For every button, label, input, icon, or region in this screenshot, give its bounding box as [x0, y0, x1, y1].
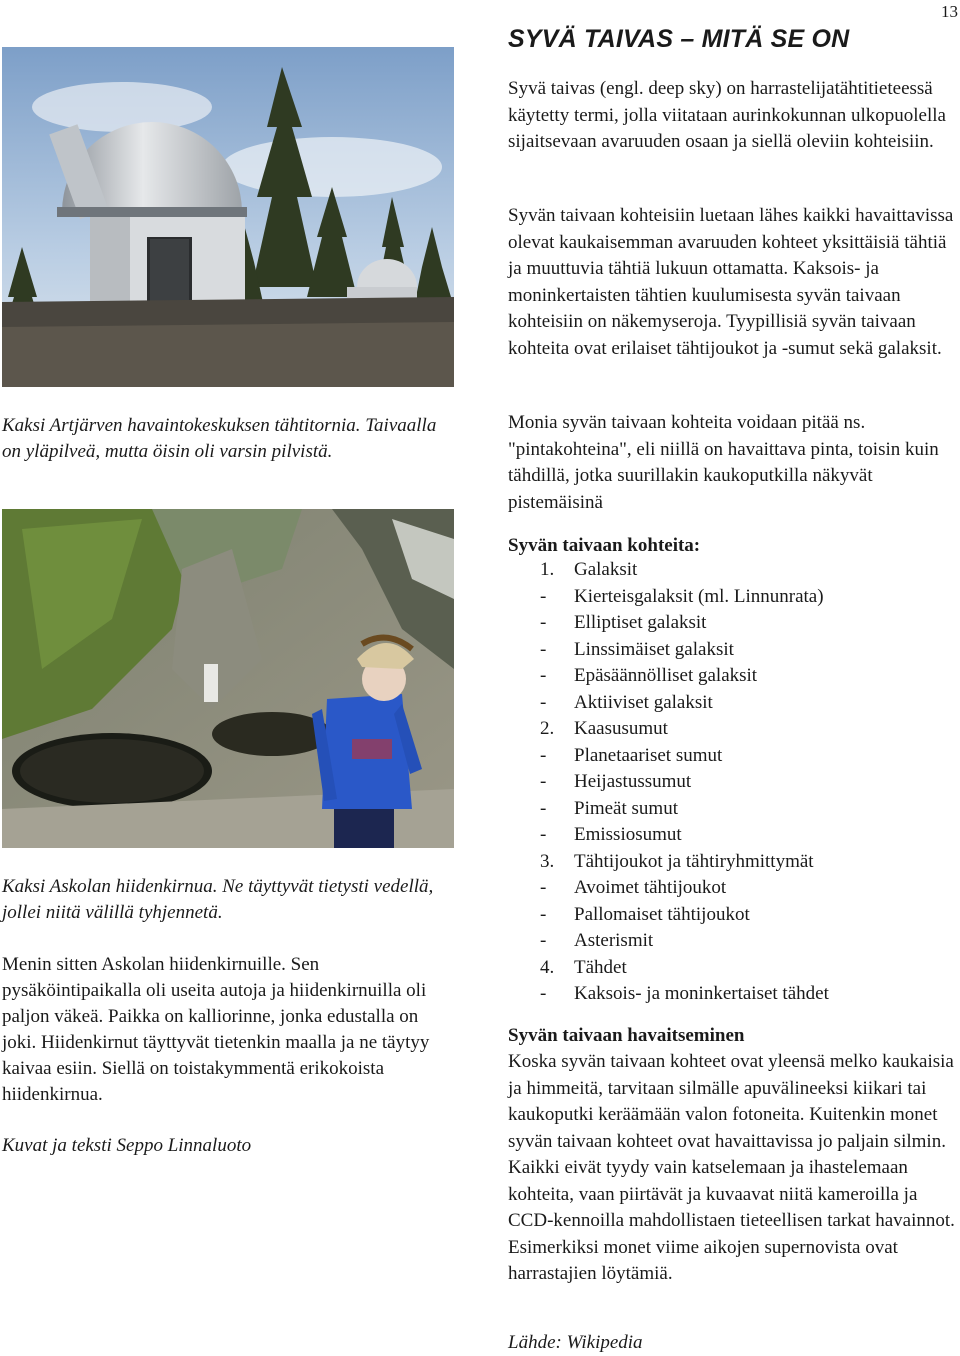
- list-marker: -: [540, 585, 547, 607]
- intro-paragraph-1: Syvä taivas (engl. deep sky) on harrastelijatähtitieteessä käytetty termi, jolla viitataan aurinkokunnan ulkopuolella sijaitsevaan avaruuden osaan ja siellä oleviin kohteisiin.: [508, 78, 946, 152]
- list-item-text: Planetaariset sumut: [574, 744, 723, 766]
- intro-paragraph-2: Syvän taivaan kohteisiin luetaan lähes kaikki havaittavissa olevat kaukaisemman avaruuden kohteet yksittäisiä tähtiä ja muuttuvia tähtiä lukuun ottamatta. Kaksois- ja moninkertaisten tähtien kuulumisesta syvän taivaan kohteisiin on näkemyseroja. Tyypillisiä syvän taivaan kohteita ovat erilaiset tähtijoukot ja -sumut sekä galaksit.: [508, 205, 954, 359]
- list-marker: 4.: [540, 956, 555, 978]
- list-item-text: Pallomaiset tähtijoukot: [574, 903, 750, 925]
- observatory-photo: [2, 47, 454, 387]
- list-item-text: Elliptiset galaksit: [574, 612, 707, 633]
- list-marker: -: [540, 983, 547, 1004]
- list-item: [508, 557, 956, 584]
- objects-list: [508, 557, 956, 1008]
- observing-paragraph: Koska syvän taivaan kohteet ovat yleensä melko kaukaisia ja himmeitä, tarvitaan silmälle apuvälineeksi kiikari tai kaukoputki keräämään valon fotoneita. Kuitenkin monet syvän taivaan kohteet ovat havaittavissa jo paljain silmin. Kaikki eivät tyydy vain katselemaan ja ihastelemaan kohteita, vaan piirtävät ja kuvaavat niitä kameroilla ja CCD-kennoilla mahdollistaen tieteellisen tarkat havainnot. Esimerkiksi monet viime aikojen supernovista ovat harrastajien löytämiä.: [508, 1051, 955, 1284]
- list-item-text: Asterismit: [574, 930, 654, 951]
- objects-heading: Syvän taivaan kohteita:: [508, 535, 701, 556]
- list-item: [508, 637, 956, 664]
- intro-paragraph-3: Monia syvän taivaan kohteita voidaan pitää ns. "pintakohteina", eli niillä on havaittava pinta, toisin kuin tähdillä, jotka suurillakin kaukoputkilla näkyvät pistemäisinä: [508, 412, 939, 513]
- list-marker: -: [540, 665, 547, 686]
- list-marker: -: [540, 824, 547, 845]
- list-marker: 2.: [540, 718, 555, 739]
- list-item-text: Kierteisgalaksit (ml. Linnunrata): [574, 585, 824, 607]
- list-item: [508, 928, 956, 955]
- list-marker: -: [540, 771, 547, 792]
- list-item: [508, 902, 956, 929]
- left-body-text: Menin sitten Askolan hiidenkirnuille. Sen pysäköintipaikalla oli useita autoja ja hiidenkirnuilla oli paljon väkeä. Paikka on kalliorinne, jonka edustalla on joki. Hiidenkirnut täyttyvät tietenkin maalla ja ne täytyy kaivaa esiin. Siellä on toistakymmentä erikokoista hiidenkirnua.: [2, 954, 430, 1105]
- list-item: [508, 690, 956, 717]
- list-item: [508, 796, 956, 823]
- pothole-photo: [2, 509, 454, 848]
- list-item: [508, 955, 956, 982]
- list-marker: 3.: [540, 850, 555, 872]
- list-item-text: Heijastussumut: [574, 771, 692, 792]
- list-item-text: Linssimäiset galaksit: [574, 638, 734, 660]
- list-marker: -: [540, 744, 547, 766]
- list-marker: -: [540, 638, 547, 660]
- list-marker: -: [540, 930, 547, 951]
- list-item-text: Kaasusumut: [574, 718, 668, 739]
- list-marker: -: [540, 903, 547, 925]
- list-marker: -: [540, 797, 547, 819]
- caption-observatory: Kaksi Artjärven havaintokeskuksen tähtitornia. Taivaalla on yläpilveä, mutta öisin oli varsin pilvistä.: [2, 415, 437, 462]
- list-marker: -: [540, 612, 547, 633]
- list-item-text: Galaksit: [574, 559, 638, 580]
- list-item: [508, 769, 956, 796]
- list-item-text: Pimeät sumut: [574, 797, 678, 819]
- page-number: 13: [941, 2, 958, 21]
- list-item-text: Tähtijoukot ja tähtiryhmittymät: [574, 850, 814, 872]
- list-item-text: Avoimet tähtijoukot: [574, 877, 727, 898]
- list-item-text: Epäsäännölliset galaksit: [574, 665, 758, 686]
- list-item: [508, 743, 956, 770]
- observing-heading: Syvän taivaan havaitseminen: [508, 1025, 745, 1046]
- list-marker: -: [540, 877, 547, 898]
- photo-credit: Kuvat ja teksti Seppo Linnaluoto: [2, 1135, 252, 1156]
- list-item: [508, 981, 956, 1008]
- list-item: [508, 610, 956, 637]
- list-item-text: Tähdet: [574, 956, 627, 978]
- list-marker: -: [540, 691, 547, 713]
- list-item-text: Emissiosumut: [574, 824, 682, 845]
- list-item: [508, 849, 956, 876]
- list-item: [508, 663, 956, 690]
- list-item: [508, 875, 956, 902]
- page-title: SYVÄ TAIVAS – MITÄ SE ON: [508, 25, 850, 53]
- list-item: [508, 822, 956, 849]
- list-item-text: Aktiiviset galaksit: [574, 691, 713, 713]
- caption-pothole: Kaksi Askolan hiidenkirnua. Ne täyttyvät tietysti vedellä, jollei niitä välillä tyhjennetä.: [2, 876, 434, 923]
- list-item: [508, 584, 956, 611]
- list-item: [508, 716, 956, 743]
- list-item-text: Kaksois- ja moninkertaiset tähdet: [574, 983, 829, 1004]
- list-marker: 1.: [540, 559, 555, 580]
- source-credit: Lähde: Wikipedia: [508, 1332, 643, 1353]
